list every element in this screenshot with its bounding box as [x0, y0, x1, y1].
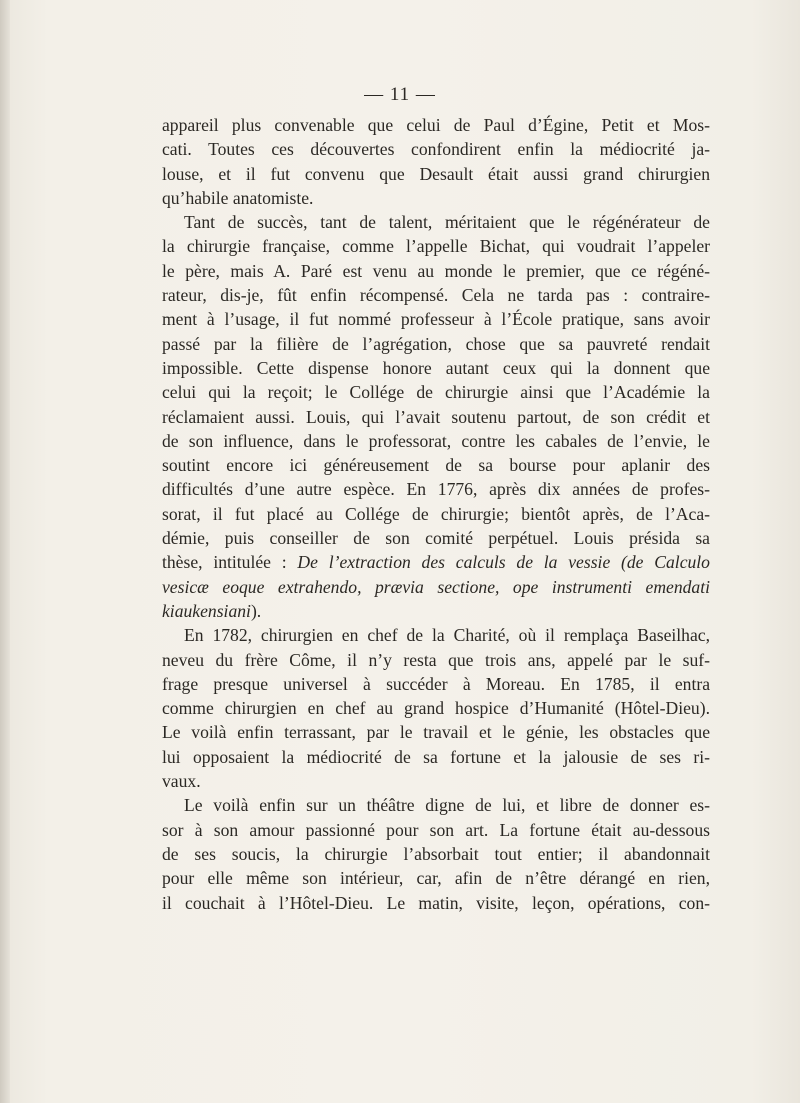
text-line: démie, puis conseiller de son comité perpétuel. Louis présida sa [162, 528, 710, 549]
text-line: qu’habile anatomiste. [162, 187, 314, 208]
text-line: Le voilà enfin sur un théâtre digne de lui, et libre de donner es- [184, 795, 710, 816]
text-line: sorat, il fut placé au Collége de chirurgie; bientôt après, de l’Aca- [162, 503, 710, 524]
thesis-title-latin-start: (de Calculo [621, 552, 710, 573]
text-line: Tant de succès, tant de talent, méritaient que le régénérateur de [184, 212, 710, 233]
text-line: de son influence, dans le professorat, contre les cabales de l’envie, le [162, 430, 710, 451]
text-line: la chirurgie française, comme l’appelle Bichat, qui voudrait l’appeler [162, 236, 710, 257]
binding-edge [0, 0, 10, 1103]
text-line: impossible. Cette dispense honore autant ceux qui la donnent que [162, 357, 710, 378]
text-line: comme chirurgien en chef au grand hospice d’Humanité (Hôtel-Dieu). [162, 698, 710, 719]
text-line: le père, mais A. Paré est venu au monde le premier, que ce régéné- [162, 260, 710, 281]
text-line: réclamaient aussi. Louis, qui l’avait soutenu partout, de son crédit et [162, 406, 710, 427]
text-line: cati. Toutes ces découvertes confondirent enfin la médiocrité ja- [162, 139, 710, 160]
text-line: sor à son amour passionné pour son art. La fortune était au-dessous [162, 819, 710, 840]
text-line-thesis-title [162, 550, 710, 574]
text-line: passé par la filière de l’agrégation, chose que sa pauvreté rendait [162, 333, 710, 354]
text-line [162, 599, 710, 623]
thesis-title-latin-end: kiaukensiani [162, 600, 251, 621]
body-text [162, 113, 710, 915]
thesis-title-french: De l’extraction des calculs de la vessie [297, 552, 611, 573]
page-number: — 11 — [364, 84, 436, 105]
text-segment: ). [250, 600, 262, 621]
text-segment: thèse, intitulée : [162, 552, 287, 573]
text-line: il couchait à l’Hôtel-Dieu. Le matin, visite, leçon, opérations, con- [162, 892, 710, 913]
text-line: En 1782, chirurgien en chef de la Charité, où il remplaça Baseilhac, [184, 625, 710, 646]
text-line: soutint encore ici généreusement de sa bourse pour aplanir des [162, 455, 710, 476]
text-line: vaux. [162, 771, 201, 792]
text-line: appareil plus convenable que celui de Paul d’Égine, Petit et Mos- [162, 115, 710, 135]
text-line: celui qui la reçoit; le Collége de chirurgie ainsi que l’Académie la [162, 382, 710, 403]
text-line: vesicæ eoque extrahendo, prævia sectione, ope instrumenti emendati [162, 576, 710, 597]
text-line: louse, et il fut convenu que Desault était aussi grand chirurgien [162, 163, 710, 184]
text-line: Le voilà enfin terrassant, par le travail et le génie, les obstacles que [162, 722, 710, 743]
text-line: de ses soucis, la chirurgie l’absorbait tout entier; il abandonnait [162, 843, 710, 864]
text-line: neveu du frère Côme, il n’y resta que trois ans, appelé par le suf- [162, 649, 710, 670]
text-line: frage presque universel à succéder à Moreau. En 1785, il entra [162, 673, 710, 694]
text-line: pour elle même son intérieur, car, afin de n’être dérangé en rien, [162, 868, 710, 889]
text-line: ment à l’usage, il fut nommé professeur à l’École pratique, sans avoir [162, 309, 710, 330]
text-line: difficultés d’une autre espèce. En 1776, après dix années de profes- [162, 479, 710, 500]
text-line: rateur, dis-je, fût enfin récompensé. Cela ne tarda pas : contraire- [162, 285, 710, 306]
text-line: lui opposaient la médiocrité de sa fortune et la jalousie de ses ri- [162, 746, 710, 767]
